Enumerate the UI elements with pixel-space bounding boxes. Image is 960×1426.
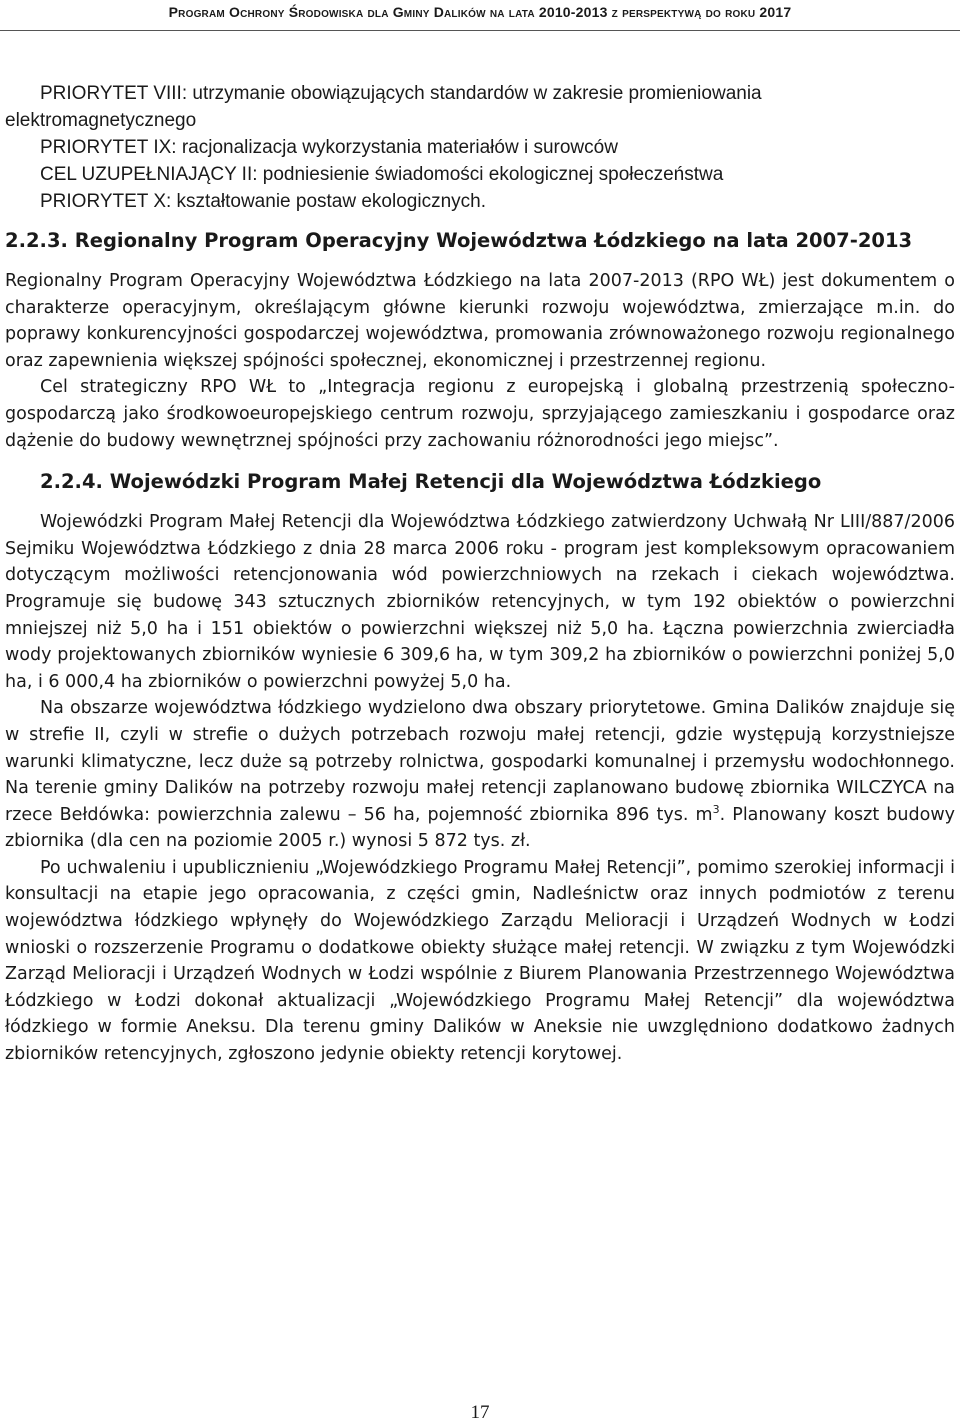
paragraph: Cel strategiczny RPO WŁ to „Integracja regionu z europejską i globalną przestrzenią społeczno-gospodarczą jako środkowoeuropejskiego centrum rozwoju, sprzyjającego zamieszkaniu i gospodarce oraz dążenie do budowy wewnętrznej spójności przy zachowaniu różnorodności jego miejsc”. — [5, 377, 955, 451]
paragraph: Regionalny Program Operacyjny Województwa Łódzkiego na lata 2007-2013 (RPO WŁ) jest dokumentem o charakterze operacyjnym, określającym główne kierunki rozwoju województwa, zmierzające m.in. do poprawy konkurencyjności gospodarczej województwa, promowania zrównoważonego rozwoju regionalnego oraz zapewnienia większej spójności społecznej, ekonomicznej i przestrzennej regionu. — [5, 271, 955, 371]
page-number: 17 — [470, 1402, 490, 1423]
running-header-title: Program Ochrony Środowiska dla Gminy Dalików na lata 2010-2013 z perspektywą do roku 2017 — [168, 4, 792, 20]
section-body-2-2-3 — [5, 268, 955, 454]
section-heading-2-2-3 — [5, 227, 955, 254]
section-number: 2.2.4. — [40, 470, 103, 494]
section-title: Wojewódzki Program Małej Retencji dla Województwa Łódzkiego — [109, 470, 822, 494]
priority-item: elektromagnetycznego — [5, 110, 197, 131]
paragraph: Wojewódzki Program Małej Retencji dla Województwa Łódzkiego zatwierdzony Uchwałą Nr LIII/887/2006 Sejmiku Województwa Łódzkiego z dnia 28 marca 2006 roku - program jest kompleksowym opracowaniem dotyczącym możliwości retencjonowania wód powierzchniowych na rzekach i ciekach województwa. Programuje się budowę 343 sztucznych zbiorników retencyjnych, w tym 192 obiektów o powierzchni mniejszej niż 5,0 ha i 151 obiektów o powierzchni większej niż 5,0 ha. Łączna powierzchnia zwierciadła wody projektowanych zbiorników wyniesie 6 309,6 ha, w tym 309,2 ha zbiorników o powierzchni poniżej 5,0 ha, i 6 000,4 ha zbiorników o powierzchni powyżej 5,0 ha. — [5, 512, 955, 692]
running-header — [0, 0, 960, 38]
priority-item: PRIORYTET VIII: utrzymanie obowiązujących standardów w zakresie promieniowania — [40, 83, 762, 104]
section-title: Regionalny Program Operacyjny Województwa Łódzkiego na lata 2007-2013 — [74, 229, 913, 252]
priorities-list — [5, 80, 955, 215]
page-content — [5, 80, 955, 1068]
priority-item: CEL UZUPEŁNIAJĄCY II: podniesienie świadomości ekologicznej społeczeństwa — [40, 164, 724, 185]
priority-item: PRIORYTET IX: racjonalizacja wykorzystania materiałów i surowców — [40, 137, 618, 158]
section-heading-2-2-4 — [5, 468, 955, 495]
paragraph: Na obszarze województwa łódzkiego wydzielono dwa obszary priorytetowe. Gmina Dalików znajduje się w strefie II, czyli w strefie o dużych potrzebach rozwoju małej retencji, gdzie występują korzystniejsze warunki klimatyczne, lecz duże są potrzeby rolnictwa, gospodarki komunalnej i przemysłu wodochłonnego. Na terenie gminy Dalików na potrzeby rozwoju małej retencji zaplanowano budowę zbiornika WILCZYCA na rzece Bełdówka: powierzchnia zalewu – 56 ha, pojemność zbiornika 896 tys. $m^3$. Planowany koszt budowy zbiornika (dla cen na poziomie 2005 r.) wynosi 5 872 tys. zł. — [5, 698, 955, 852]
section-body-2-2-4 — [5, 509, 955, 1067]
paragraph: Po uchwaleniu i upublicznieniu „Wojewódzkiego Programu Małej Retencji”, pomimo szerokiej informacji i konsultacji na etapie jego opracowania, z części gmin, Nadleśnictw oraz innych podmiotów z terenu województwa łódzkiego wpłynęły do Wojewódzkiego Zarządu Melioracji i Urządzeń Wodnych w Łodzi wnioski o rozszerzenie Programu o dodatkowe obiekty służące małej retencji. W związku z tym Wojewódzki Zarząd Melioracji i Urządzeń Wodnych w Łodzi wspólnie z Biurem Planowania Przestrzennego Województwa Łódzkiego w Łodzi dokonał aktualizacji „Wojewódzkiego Programu Małej Retencji” dla województwa łódzkiego w formie Aneksu. Dla terenu gminy Dalików w Aneksie nie uwzględniono dodatkowo żadnych zbiorników retencyjnych, zgłoszono jedynie obiekty retencji korytowej. — [5, 857, 955, 1065]
superscript: 3 — [712, 802, 720, 816]
priority-item: PRIORYTET X: kształtowanie postaw ekologicznych. — [40, 191, 486, 212]
section-number: 2.2.3. — [5, 229, 68, 252]
